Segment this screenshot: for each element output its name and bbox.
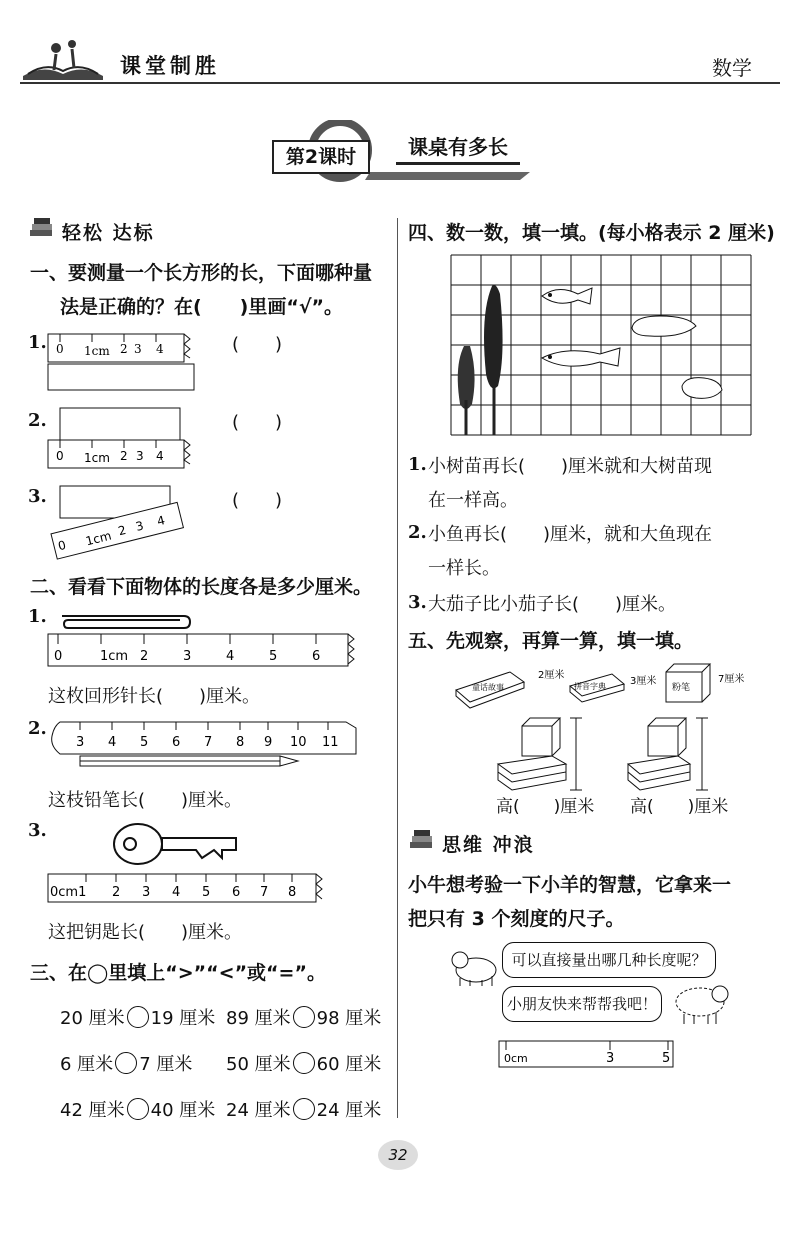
svg-text:3: 3 (134, 342, 142, 356)
compare-circle-input[interactable] (293, 1098, 315, 1120)
q4-item-2-line1[interactable]: 小鱼再长( )厘米，就和大鱼现在 (428, 524, 713, 545)
think-text-line2: 把只有 3 个刻度的尺子。 (408, 908, 625, 930)
pencil-ruler-figure (46, 716, 362, 776)
svg-text:7: 7 (260, 885, 269, 900)
q3-row (226, 1004, 381, 1030)
svg-text:1cm: 1cm (84, 528, 113, 549)
section-easy-title: 轻松 达标 (62, 222, 155, 244)
three-mark-ruler (498, 1040, 678, 1070)
svg-text:0: 0 (56, 537, 68, 554)
q1-item-number: 2. (28, 410, 47, 431)
book1-label: 童话故事 (472, 683, 504, 692)
q1-answer-paren-1[interactable]: ( ) (232, 334, 283, 355)
q1-text-line1: 一、要测量一个长方形的长，下面哪种量 (30, 262, 373, 284)
svg-text:2: 2 (120, 342, 128, 356)
svg-text:10: 10 (290, 735, 307, 750)
ruler-label-0: 0cm (504, 1052, 528, 1065)
q5-answer-2[interactable]: 高( )厘米 (630, 797, 729, 817)
svg-text:4: 4 (156, 449, 164, 463)
lesson-number: 第2课时 (272, 140, 370, 174)
svg-text:8: 8 (236, 735, 245, 750)
think-text-line1: 小牛想考验一下小羊的智慧，它拿来一 (408, 874, 732, 896)
q2-answer-3[interactable]: 这把钥匙长( )厘米。 (48, 922, 243, 943)
q3-row (226, 1050, 381, 1076)
svg-text:1cm: 1cm (84, 451, 110, 465)
svg-text:7: 7 (204, 735, 213, 750)
key-ruler-figure (46, 818, 336, 906)
q2-text: 二、看看下面物体的长度各是多少厘米。 (30, 576, 373, 598)
q3-left-value: 24 厘米 (226, 1100, 291, 1121)
box-size: 7厘米 (718, 674, 745, 685)
svg-text:6: 6 (232, 885, 241, 900)
svg-text:2: 2 (116, 522, 128, 539)
book-stack-icon (408, 828, 436, 852)
ruler-label-5: 5 (662, 1051, 671, 1066)
q4-item-number: 3. (408, 592, 427, 613)
q3-right-value: 19 厘米 (150, 1008, 216, 1029)
q3-right-value: 98 厘米 (316, 1008, 382, 1029)
header-title: 课堂制胜 (120, 54, 220, 78)
q2-answer-2[interactable]: 这枝铅笔长( )厘米。 (48, 790, 243, 811)
q4-item-2-line2: 一样长。 (428, 558, 500, 579)
q3-right-value: 24 厘米 (316, 1100, 382, 1121)
section-thinking-title: 思维 冲浪 (442, 834, 535, 856)
q3-right-value: 60 厘米 (316, 1054, 382, 1075)
compare-circle-input[interactable] (293, 1052, 315, 1074)
svg-text:0: 0 (56, 342, 64, 356)
svg-text:5: 5 (202, 885, 211, 900)
q4-grid-figure (450, 254, 756, 438)
sheep-icon (664, 980, 730, 1026)
q3-left-value: 20 厘米 (60, 1008, 125, 1029)
compare-circle-input[interactable] (293, 1006, 315, 1028)
q1-answer-paren-3[interactable]: ( ) (232, 490, 283, 511)
svg-text:2: 2 (112, 885, 121, 900)
q4-item-3-line1[interactable]: 大茄子比小茄子长( )厘米。 (428, 594, 677, 615)
column-divider (397, 218, 398, 1118)
svg-text:5: 5 (269, 649, 278, 664)
svg-text:4: 4 (108, 735, 117, 750)
svg-text:2: 2 (120, 449, 128, 463)
q1-ruler-figure-3 (46, 480, 196, 560)
book-stack-icon (28, 216, 56, 240)
svg-text:0: 0 (54, 649, 63, 664)
header-logo-icon (18, 34, 108, 82)
q4-item-number: 1. (408, 454, 427, 475)
q2-answer-1[interactable]: 这枚回形针长( )厘米。 (48, 686, 261, 707)
header-subject: 数学 (712, 56, 752, 80)
box-label: 粉笔 (672, 683, 691, 693)
q4-text: 四、数一数，填一填。(每小格表示 2 厘米) (408, 222, 775, 244)
q2-item-number: 2. (28, 718, 47, 739)
svg-text:3: 3 (76, 735, 85, 750)
calf-icon (446, 944, 506, 988)
svg-text:4: 4 (226, 649, 235, 664)
book1-size: 2厘米 (538, 670, 565, 681)
q4-item-number: 2. (408, 522, 427, 543)
compare-circle-input[interactable] (127, 1098, 149, 1120)
q1-item-number: 3. (28, 486, 47, 507)
q3-left-value: 42 厘米 (60, 1100, 125, 1121)
speech-bubble-1: 可以直接量出哪几种长度呢？ (502, 942, 716, 978)
q5-text: 五、先观察，再算一算，填一填。 (408, 630, 694, 652)
q1-text-line2: 法是正确的？在( )里画“√”。 (60, 296, 344, 318)
q3-left-value: 50 厘米 (226, 1054, 291, 1075)
svg-text:8: 8 (288, 885, 297, 900)
svg-text:6: 6 (312, 649, 321, 664)
header-divider (20, 82, 780, 84)
q3-left-value: 89 厘米 (226, 1008, 291, 1029)
q2-item-number: 3. (28, 820, 47, 841)
ruler-label-3: 3 (606, 1051, 615, 1066)
q3-right-value: 40 厘米 (150, 1100, 216, 1121)
svg-text:3: 3 (136, 449, 144, 463)
compare-circle-input[interactable] (115, 1052, 137, 1074)
svg-text:4: 4 (155, 513, 167, 529)
q2-item-number: 1. (28, 606, 47, 627)
q3-row (226, 1096, 381, 1122)
q3-row (60, 1096, 215, 1122)
svg-text:3: 3 (134, 518, 145, 534)
svg-text:2: 2 (140, 649, 149, 664)
q1-ruler-figure-2 (46, 404, 196, 472)
q1-ruler-figure-1 (46, 328, 196, 394)
book2-size: 3厘米 (630, 676, 657, 687)
page-number: 32 (378, 1140, 418, 1170)
svg-text:0: 0 (56, 449, 64, 463)
lesson-title: 课桌有多长 (396, 132, 520, 165)
q3-row (60, 1004, 215, 1030)
paperclip-ruler-figure (46, 604, 362, 670)
svg-text:11: 11 (322, 735, 339, 750)
svg-text:9: 9 (264, 735, 273, 750)
book2-label: 拼音字典 (574, 682, 606, 691)
svg-text:0cm1: 0cm1 (50, 885, 87, 900)
compare-circle-input[interactable] (127, 1006, 149, 1028)
q5-answer-1[interactable]: 高( )厘米 (496, 797, 595, 817)
q4-item-1-line1[interactable]: 小树苗再长( )厘米就和大树苗现 (428, 456, 713, 477)
svg-text:3: 3 (142, 885, 151, 900)
svg-text:5: 5 (140, 735, 149, 750)
q3-row (60, 1050, 192, 1076)
speech-bubble-2: 小朋友快来帮帮我吧！ (502, 986, 662, 1022)
q3-left-value: 6 厘米 (60, 1054, 114, 1075)
svg-text:1cm: 1cm (100, 649, 129, 664)
q1-item-number: 1. (28, 332, 47, 353)
q3-text: 三、在◯里填上“>”“<”或“=”。 (30, 962, 326, 984)
svg-text:1cm: 1cm (84, 344, 110, 358)
q1-answer-paren-2[interactable]: ( ) (232, 412, 283, 433)
svg-text:4: 4 (156, 342, 164, 356)
q3-right-value: 7 厘米 (139, 1054, 193, 1075)
svg-text:6: 6 (172, 735, 181, 750)
svg-text:3: 3 (183, 649, 192, 664)
svg-text:4: 4 (172, 885, 181, 900)
q4-item-1-line2: 在一样高。 (428, 490, 518, 511)
